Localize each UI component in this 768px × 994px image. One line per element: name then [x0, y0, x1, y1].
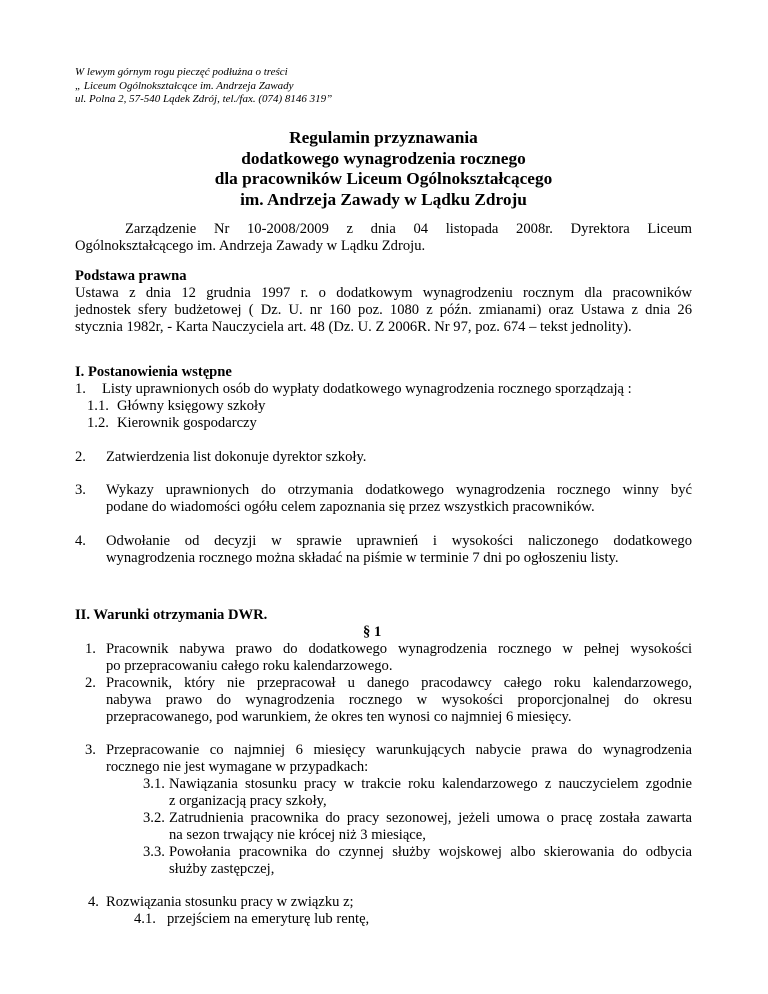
- list-item-text: [106, 641, 692, 675]
- title-line: im. Andrzeja Zawady w Lądku Zdroju: [240, 189, 527, 209]
- sub-item-text: Główny księgowy szkoły: [117, 398, 266, 414]
- list-item-number: 4.: [88, 894, 99, 910]
- list-item-text: [106, 675, 692, 726]
- sub-item-text: [169, 776, 692, 810]
- section-1-heading: I. Postanowienia wstępne: [75, 364, 232, 380]
- sub-item-text: Kierownik gospodarczy: [117, 415, 257, 431]
- legal-basis-line: jednostek sfery budżetowej ( Dz. U. nr 160 poz. 1080 z późn. zmianami) oraz Ustawa z dnia 26: [75, 302, 692, 318]
- list-item-line: Wykazy uprawnionych do otrzymania dodatkowego wynagrodzenia rocznego winny być: [106, 482, 692, 498]
- document-title: [75, 128, 692, 210]
- sub-item-line: na sezon trwający nie krócej niż 3 miesiące,: [169, 827, 426, 843]
- list-item-text: Listy uprawnionych osób do wypłaty dodatkowego wynagrodzenia rocznego sporządzają :: [102, 381, 632, 397]
- title-line: Regulamin przyznawania: [289, 128, 478, 147]
- sub-item-number: 1.2.: [87, 415, 109, 431]
- sub-item-line: Nawiązania stosunku pracy w trakcie roku kalendarzowego z nauczycielem zgodnie: [169, 776, 692, 792]
- list-item-number: 3.: [85, 742, 96, 758]
- list-item-number: 2.: [75, 449, 86, 465]
- list-item-line: Odwołanie od decyzji w sprawie uprawnień i wysokości naliczonego dodatkowego: [106, 533, 692, 549]
- title-line: dodatkowego wynagrodzenia rocznego: [241, 148, 526, 168]
- title-line: dla pracowników Liceum Ogólnokształcącego: [214, 169, 553, 188]
- stamp-note-line: „ Liceum Ogólnokształcące im. Andrzeja Zawady: [75, 79, 294, 92]
- list-item-text: Zatwierdzenia list dokonuje dyrektor szkoły.: [106, 449, 367, 465]
- intro-line: Ogólnokształcącego im. Andrzeja Zawady w Lądku Zdroju.: [75, 238, 426, 254]
- sub-item-line: Powołania pracownika do czynnej służby wojskowej albo skierowania do odbycia: [169, 844, 692, 860]
- sub-item-line: służby zastępczej,: [169, 861, 275, 877]
- list-item-text: Rozwiązania stosunku pracy w związku z;: [106, 894, 354, 910]
- intro-paragraph: [75, 221, 692, 255]
- stamp-note-line: ul. Polna 2, 57-540 Lądek Zdrój, tel./fax. (074) 8146 319”: [75, 93, 333, 105]
- stamp-note: [75, 66, 475, 107]
- sub-item-text: [169, 810, 692, 844]
- legal-basis-line: stycznia 1982r, - Karta Nauczyciela art. 48 (Dz. U. Z 2006R. Nr 97, poz. 674 – tekst jednolity).: [75, 319, 632, 335]
- stamp-note-line: W lewym górnym rogu pieczęć podłużna o treści: [75, 66, 288, 78]
- list-item-line: Pracownik nabywa prawo do dodatkowego wynagrodzenia rocznego w pełnej wysokości: [106, 641, 692, 657]
- legal-basis: [75, 268, 692, 336]
- legal-basis-heading: Podstawa prawna: [75, 268, 187, 284]
- list-item-text: [106, 742, 692, 776]
- sub-item-text: [169, 844, 692, 878]
- list-item-line: przepracowanego, pod warunkiem, że okres ten wynosi co najmniej 6 miesięcy.: [106, 709, 572, 725]
- legal-basis-line: Ustawa z dnia 12 grudnia 1997 r. o dodatkowym wynagrodzeniu rocznym dla pracowników: [75, 285, 692, 301]
- sub-item-number: 4.1.: [134, 911, 156, 927]
- section-2-heading: II. Warunki otrzymania DWR.: [75, 607, 268, 623]
- list-item-line: nabywa prawo do wynagrodzenia rocznego w wysokości proporcjonalnej do okresu: [106, 692, 692, 708]
- sub-item-line: Zatrudnienia pracownika do pracy sezonowej, jeżeli umowa o pracę została zawarta: [169, 810, 692, 826]
- list-item-text: [106, 482, 692, 516]
- sub-item-number: 3.3.: [143, 844, 165, 860]
- list-item-line: wynagrodzenia rocznego można składać na piśmie w terminie 7 dni po ogłoszeniu listy.: [106, 550, 619, 566]
- list-item-line: rocznego nie jest wymagane w przypadkach:: [106, 759, 369, 775]
- list-item-number: 3.: [75, 482, 86, 498]
- list-item-line: Pracownik, który nie przepracował u danego pracodawcy całego roku kalendarzowego,: [106, 675, 692, 691]
- list-item-text: [106, 533, 692, 567]
- list-item-number: 1.: [85, 641, 96, 657]
- list-item-number: 1.: [75, 381, 86, 397]
- sub-item-text: przejściem na emeryturę lub rentę,: [167, 911, 370, 927]
- sub-item-line: z organizacją pracy szkoły,: [169, 793, 327, 809]
- list-item-line: podane do wiadomości ogółu celem zapoznania się przez wszystkich pracowników.: [106, 499, 595, 515]
- intro-line: Zarządzenie Nr 10-2008/2009 z dnia 04 listopada 2008r. Dyrektora Liceum: [125, 221, 692, 237]
- list-item-line: po przepracowaniu całego roku kalendarzowego.: [106, 658, 393, 674]
- sub-item-number: 1.1.: [87, 398, 109, 414]
- paragraph-mark: § 1: [363, 624, 382, 640]
- list-item-number: 2.: [85, 675, 96, 691]
- list-item-number: 4.: [75, 533, 86, 549]
- sub-item-number: 3.1.: [143, 776, 165, 792]
- list-item-line: Przepracowanie co najmniej 6 miesięcy warunkujących nabycie prawa do wynagrodzenia: [106, 742, 692, 758]
- sub-item-number: 3.2.: [143, 810, 165, 826]
